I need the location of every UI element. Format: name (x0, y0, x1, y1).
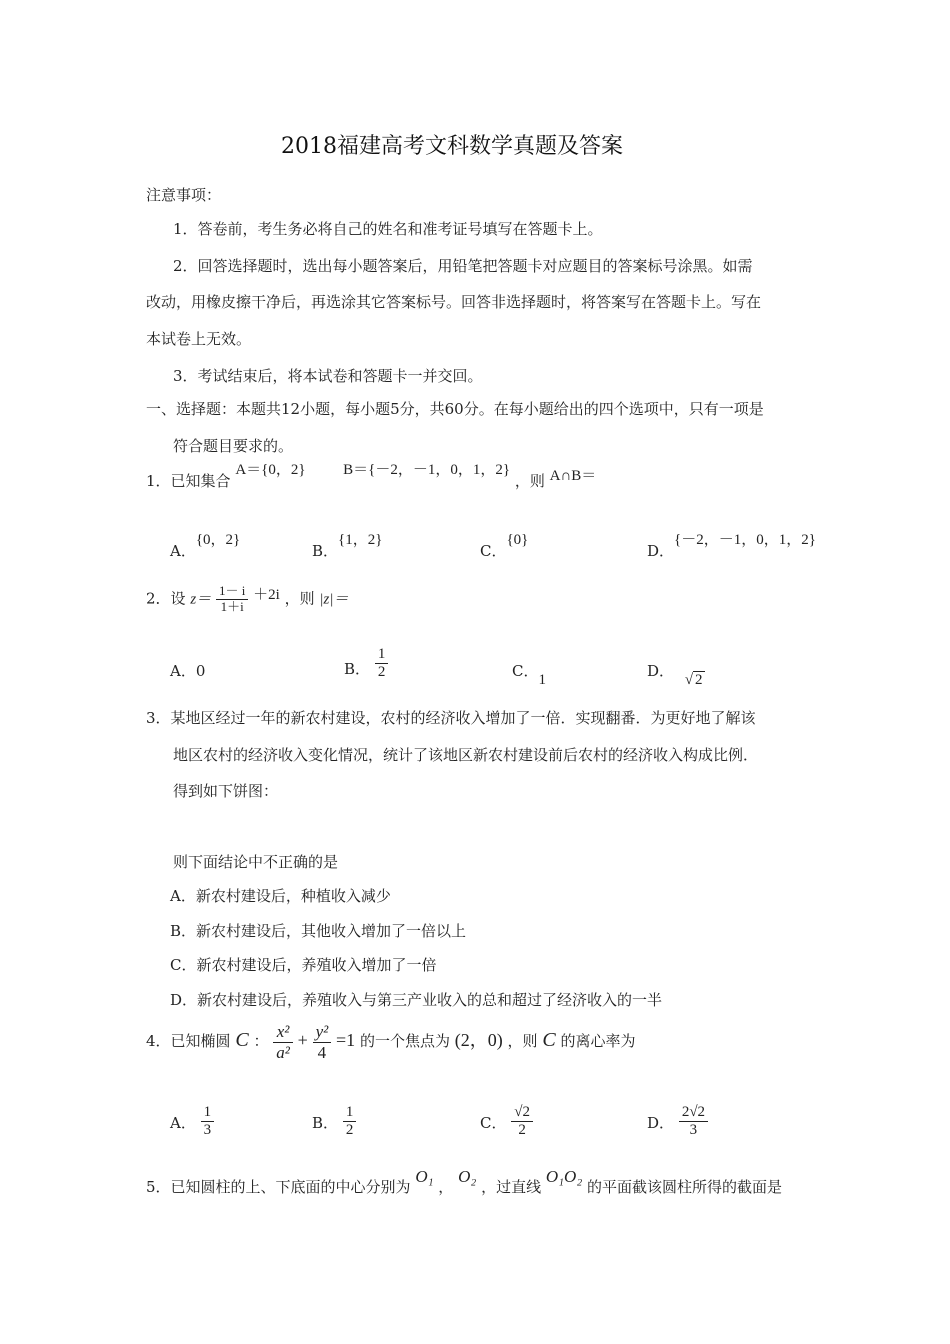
option-b-fraction (343, 1104, 357, 1140)
question-3-option-d: D．新农村建设后，养殖收入与第三产业收入的总和超过了经济收入的一半 (170, 991, 663, 1009)
question-5-o1: O₁ (415, 1167, 434, 1186)
option-b-numerator: 1 (375, 646, 389, 664)
question-2-denominator: 1＋i (220, 598, 244, 614)
question-1-stem (146, 462, 597, 491)
question-4-option-d (647, 1104, 708, 1140)
option-a-label: A． (170, 542, 196, 560)
question-4-equals-one: =1 (336, 1030, 356, 1051)
question-5-prefix: 5．已知圆柱的上、下底面的中心分别为 (146, 1178, 411, 1196)
question-3-line-3: 得到如下饼图： (173, 782, 279, 800)
question-1-option-a (170, 528, 241, 560)
question-3-option-a: A．新农村建设后，种植收入减少 (170, 887, 391, 905)
question-4-point: (2，0) (454, 1030, 503, 1051)
question-2-numerator: 1－ i (216, 584, 248, 600)
option-c-label: C． (480, 1113, 507, 1132)
question-3-line-2: 地区农村的经济收入变化情况，统计了该地区新农村建设前后农村的经济收入构成比例． (173, 746, 759, 764)
question-2-stem (146, 584, 348, 615)
option-c-numerator: √2 (511, 1104, 533, 1122)
question-2-z: z＝ (190, 591, 212, 608)
question-5-o1o2: O₁O₂ (545, 1167, 583, 1186)
question-4-mid: 的一个焦点为 (359, 1032, 450, 1051)
question-4-option-c (480, 1104, 533, 1140)
option-d-sqrt: √ 2 (684, 672, 703, 688)
notice-item-2-line-1: 2．回答选择题时，选出每小题答案后，用铅笔把答题卡对应题目的答案标号涂黑。如需 (173, 257, 753, 275)
question-3-ask: 则下面结论中不正确的是 (173, 853, 339, 871)
option-d-label: D． (647, 1113, 675, 1132)
option-c-value: 1 (538, 672, 546, 688)
option-d-radicand: 2 (695, 672, 703, 688)
question-5-end: 的平面截该圆柱所得的截面是 (587, 1178, 783, 1196)
option-d-numerator: 2√2 (679, 1104, 708, 1122)
question-4-y-fraction (313, 1022, 332, 1062)
option-b-label: B． (312, 1113, 339, 1132)
question-1-then: ，则 (514, 472, 545, 490)
y-squared: y² (313, 1022, 332, 1043)
option-b-numerator: 1 (343, 1104, 357, 1122)
question-1-set-b: B＝{－2，－1，0，1，2} (343, 462, 511, 478)
question-1-option-d (647, 528, 816, 560)
question-5-mid: ，过直线 (481, 1178, 542, 1196)
question-4-then: ，则 (507, 1032, 538, 1051)
question-1-prefix: 1．已知集合 (146, 472, 231, 490)
question-2-abs-z: |z|＝ (319, 591, 349, 608)
option-c-label: C． (480, 542, 507, 560)
section-1-heading-line-1: 一、选择题：本题共12小题，每小题5分，共60分。在每小题给出的四个选项中，只有一项是 (146, 400, 764, 418)
question-4-prefix: 4．已知椭圆 (146, 1032, 231, 1051)
question-2-option-c (512, 660, 546, 688)
question-4-colon: ： (253, 1032, 269, 1051)
question-3-option-b: B．新农村建设后，其他收入增加了一倍以上 (170, 922, 467, 940)
question-5-o2: O₂ (458, 1167, 477, 1186)
question-1-option-c (480, 528, 529, 560)
question-2-option-a (170, 660, 205, 681)
option-d-denominator: 3 (689, 1122, 698, 1139)
notice-item-2-line-3: 本试卷上无效。 (146, 330, 252, 348)
option-b-denominator: 2 (345, 1122, 354, 1139)
question-4-plus: + (297, 1030, 308, 1051)
question-1-expression: A∩B＝ (549, 468, 597, 484)
option-d-label: D． (647, 542, 675, 560)
question-2-prefix: 2．设 (146, 589, 186, 608)
question-2-then: ，则 (284, 589, 315, 608)
option-c-denominator: 2 (518, 1122, 526, 1139)
notice-heading: 注意事项： (146, 186, 222, 204)
notice-item-2-line-2: 改动，用橡皮擦干净后，再选涂其它答案标号。回答非选择题时，将答案写在答题卡上。写在 (146, 293, 762, 311)
a-squared: a² (276, 1042, 290, 1062)
notice-item-1: 1．答卷前，考生务必将自己的姓名和准考证号填写在答题卡上。 (173, 220, 603, 238)
question-2-plus-2i: ＋2i (253, 587, 280, 604)
question-5-sep: ， (438, 1178, 454, 1196)
question-4-option-a (170, 1104, 214, 1140)
option-c-label: C． (512, 662, 539, 680)
question-3-line-1: 3．某地区经过一年的新农村建设，农村的经济收入增加了一倍．实现翻番．为更好地了解该 (146, 709, 756, 727)
option-d-label: D． (647, 662, 675, 680)
question-1-option-b (312, 528, 383, 560)
four: 4 (317, 1042, 327, 1062)
section-1-heading-line-2: 符合题目要求的。 (173, 437, 294, 455)
option-a-label: A． (170, 1113, 196, 1132)
option-a-value: {0，2} (195, 532, 241, 548)
option-d-value: {－2，－1，0，1，2} (674, 532, 816, 548)
option-a-denominator: 3 (203, 1122, 212, 1139)
option-a-value: 0 (195, 662, 206, 680)
question-4-c-2: C (542, 1029, 556, 1052)
question-4-option-b (312, 1104, 356, 1140)
question-4-x-fraction (273, 1022, 293, 1062)
option-a-numerator: 1 (201, 1104, 215, 1122)
option-d-fraction (679, 1104, 708, 1140)
question-2-option-d (647, 660, 705, 688)
question-4-end: 的离心率为 (560, 1032, 636, 1051)
option-a-fraction (201, 1104, 215, 1140)
x-squared: x² (273, 1022, 293, 1043)
option-b-label: B． (344, 659, 371, 678)
option-b-fraction (375, 646, 389, 682)
option-b-label: B． (312, 542, 339, 560)
question-4-c: C (235, 1029, 249, 1052)
option-b-denominator: 2 (377, 664, 386, 681)
option-c-fraction (511, 1104, 533, 1140)
page-title: 2018福建高考文科数学真题及答案 (281, 134, 623, 159)
question-1-set-a: A＝{0，2} (235, 462, 306, 478)
question-2-fraction (216, 584, 248, 615)
option-a-label: A． (170, 662, 196, 680)
notice-item-3: 3．考试结束后，将本试卷和答题卡一并交回。 (173, 367, 483, 385)
question-4-stem (146, 1022, 635, 1062)
option-b-value: {1，2} (338, 532, 383, 548)
option-c-value: {0} (506, 532, 529, 548)
question-3-option-c: C．新农村建设后，养殖收入增加了一倍 (170, 956, 437, 974)
question-5-stem (146, 1167, 783, 1197)
question-2-option-b (344, 646, 388, 682)
